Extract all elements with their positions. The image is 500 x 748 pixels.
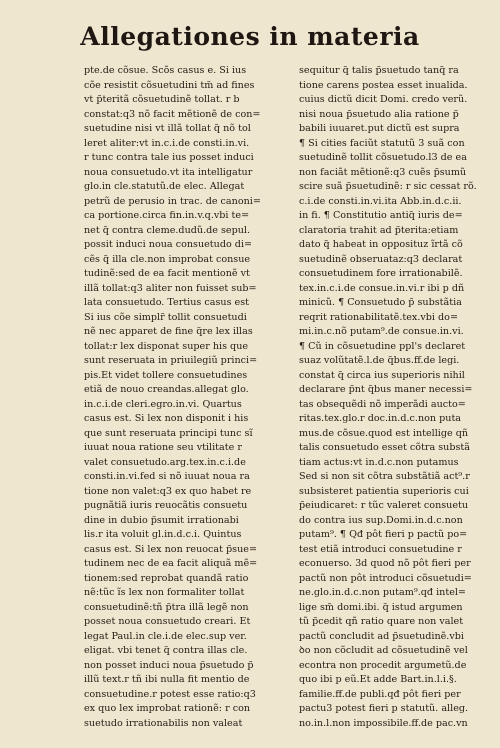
text-line: pactũ non pôt introduci cõsuetudi= <box>299 572 472 584</box>
text-line: sequitur q̃ talis p̃suetudo tanq̃ ra <box>299 65 459 76</box>
text-line: dine in dubio p̃sumit irrationabi <box>84 514 239 526</box>
text-line: tas obsequẽdi nõ imperãdi aucto= <box>299 398 466 410</box>
text-line: ¶ Cũ in cõsuetudine ppl's declaret <box>299 340 466 352</box>
text-line: eligat. vbi tenet q̃ contra illas cle. <box>84 645 248 656</box>
text-line: nisi noua p̃suetudo alia ratione p̃ <box>299 108 459 120</box>
text-line: putam⁹. ¶ Qđ pôt fieri p pactũ po= <box>299 529 468 540</box>
text-line: suetudine nisi vt illã tollat q̃ nõ tol <box>84 123 251 134</box>
text-line: ca portione.circa fin.in.v.q.vbi te= <box>84 210 250 221</box>
text-line: consuetudinẽ:tñ p̃tra illã legẽ non <box>84 601 249 613</box>
text-line: mus.de cõsue.quod est intellige qñ <box>299 427 469 439</box>
text-line: leret aliter:vt in.c.i.de consti.in.vi. <box>84 137 250 149</box>
text-line: non faciãt mẽtionẽ:q3 cuẽs p̃sumũ <box>299 166 467 178</box>
text-line: legat Paul.in cle.i.de elec.sup ver. <box>84 630 247 642</box>
text-line: illũ text.r tñ ibi nulla fit mentio de <box>84 674 250 685</box>
text-line: consuetudine.r potest esse ratio:q3 <box>84 688 256 700</box>
text-line: subsisteret patientia superioris cui <box>299 485 469 497</box>
text-line: cẽs q̃ illa cle.non improbat consue <box>84 253 251 265</box>
text-line: tionem:sed reprobat quandã ratio <box>84 572 249 584</box>
text-line: lata consuetudo. Tertius casus est <box>84 297 250 308</box>
text-line: nẽ nec apparet de fine q̃re lex illas <box>84 326 253 337</box>
text-line: reqrit rationabilitatẽ.tex.vbi do= <box>299 311 458 323</box>
text-line: p̃eiudicaret: r tũc valeret consuetu <box>299 500 469 511</box>
text-line: valet consuetudo.arg.tex.in.c.i.de <box>84 456 246 468</box>
text-line: tiam actus:vt in.d.c.non putamus <box>299 456 459 468</box>
text-line: tione non valet:q3 ex quo habet re <box>84 485 252 497</box>
text-line: talis consuetudo esset cõtra substã <box>299 442 471 453</box>
text-line: tũ p̃cedit qñ ratio quare non valet <box>299 616 464 627</box>
text-line: r tunc contra tale ius posset induci <box>84 152 254 163</box>
text-line: ritas.tex.glo.r doc.in.d.c.non puta <box>299 413 462 424</box>
text-line: lige sm̃ domi.ibi. q̃ istud argumen <box>299 601 463 613</box>
left-text-column <box>84 64 289 731</box>
text-line: babili iuuaret.put dictũ est supra <box>299 123 460 134</box>
text-line: in.c.i.de cleri.egro.in.vi. Quartus <box>84 398 242 410</box>
text-line: lis.r ita voluit gl.in.d.c.i. Quintus <box>84 529 242 540</box>
text-line: suetudinẽ tollit cõsuetudo.l3 de ea <box>299 152 467 163</box>
text-line: c.i.de consti.in.vi.ita Abb.in.d.c.ii. <box>299 195 462 207</box>
text-line: do contra ius sup.Domi.in.d.c.non <box>299 514 463 526</box>
text-line: consti.in.vi.fed si nõ iuuat noua ra <box>84 471 250 482</box>
text-line: net q̃ contra cleme.dudũ.de sepul. <box>84 224 251 236</box>
text-line: ex quo lex improbat rationẽ: r con <box>84 703 251 714</box>
text-line: tex.in.c.i.de consue.in.vi.r ibi p dñ <box>299 282 465 294</box>
text-line: ¶ Si cities faciũt statutũ 3 suã con <box>299 137 465 149</box>
text-line: cõe resistit cõsuetudini tm̃ ad fines <box>84 79 255 91</box>
text-line: Si ius cõe simplr̃ tollit consuetudi <box>84 311 247 323</box>
text-line: dato q̃ habeat in opposituz ĩrtã cõ <box>299 239 463 250</box>
text-line: tollat:r lex disponat super his que <box>84 340 249 352</box>
text-line: mi.in.c.nõ putam⁹.de consue.in.vi. <box>299 326 464 337</box>
text-line: econuerso. 3d quod nõ pôt fieri per <box>299 558 471 569</box>
text-line: etiã de nouo creandas.allegat glo. <box>84 384 249 395</box>
right-text-column <box>299 64 500 731</box>
text-line: casus est. Si lex non disponit i his <box>84 413 249 424</box>
text-line: declarare p̃nt q̃bus maner necessi= <box>299 384 473 395</box>
text-line: petrũ de perusio in trac. de canoni= <box>84 195 261 207</box>
page-title: Allegationes in materia <box>80 22 420 51</box>
text-line: nẽ:tũc ĩs lex non formaliter tollat <box>84 587 245 598</box>
text-line: illã tollat:q3 aliter non fuisset sub= <box>84 282 257 294</box>
text-line: glo.in cle.statutũ.de elec. Allegat <box>84 181 245 192</box>
text-line: iuuat noua ratione seu vtilitate r <box>84 442 242 453</box>
text-line: ne.glo.in.d.c.non putam⁹.qđ intel= <box>299 587 466 598</box>
text-line: familie.ff.de publi.qđ pôt fieri per <box>299 688 461 700</box>
text-line: suetudinẽ obseruataz:q3 declarat <box>299 253 463 265</box>
text-line: possit induci noua consuetudo di= <box>84 239 253 250</box>
text-line: non posset induci noua p̃suetudo p̃ <box>84 659 254 671</box>
text-line: Sed si non sit cõtra substãtiã act⁹.r <box>299 471 470 482</box>
text-line: test etiã introduci consuetudine r <box>299 543 462 555</box>
text-line: pis.Et videt tollere consuetudines <box>84 369 248 381</box>
text-line: consuetudinem fore irrationabilẽ. <box>299 268 463 279</box>
text-line: pugnãtiã iuris reuocãtis consuetu <box>84 500 248 511</box>
text-line: claratoria trahit ad p̃terita:etiam <box>299 224 459 236</box>
text-line: quo ibi p eũ.Et adde Bart.in.l.i.§. <box>299 674 457 685</box>
text-line: scire suã p̃suetudinẽ: r sic cessat rõ. <box>299 181 477 192</box>
text-line: ꝺo non cõcludit ad cõsuetudinẽ vel <box>299 645 468 656</box>
text-line: constat q̃ circa ius superioris nihil <box>299 369 465 381</box>
text-line: tudinem nec de ea facit aliquã mẽ= <box>84 558 258 569</box>
text-line: pactũ concludit ad p̃suetudinẽ.vbi <box>299 630 464 642</box>
text-line: pactu3 potest fieri p statutũ. alleg. <box>299 703 469 714</box>
text-line: tudinẽ:sed de ea facit mentionẽ vt <box>84 268 250 279</box>
text-line: que sunt reseruata principi tunc sĩ <box>84 427 253 439</box>
text-line: noua consuetudo.vt ita intelligatur <box>84 166 253 178</box>
text-line: vt p̃teritã cõsuetudinẽ tollat. r b <box>84 94 240 105</box>
text-line: casus est. Si lex non reuocat p̃sue= <box>84 543 257 555</box>
text-line: sunt reseruata in priuilegiũ princi= <box>84 355 258 366</box>
text-line: pte.de cõsue. Scõs casus e. Si ius <box>84 65 247 76</box>
text-line: suetudo irrationabilis non valeat <box>84 717 243 729</box>
text-line: minicũ. ¶ Consuetudo p̃ substãtia <box>299 297 462 308</box>
text-line: econtra non procedit argumetũ.de <box>299 659 467 671</box>
text-line: tione carens postea esset inualida. <box>299 79 468 91</box>
text-line: constat:q3 nõ facit mẽtionẽ de con= <box>84 108 261 120</box>
text-line: posset noua consuetudo creari. Et <box>84 616 251 627</box>
text-line: in fi. ¶ Constitutio antiq̃ iuris de= <box>299 210 463 221</box>
text-line: cuius dictũ dicit Domi. credo verũ. <box>299 94 468 105</box>
text-line: no.in.l.non impossibile.ff.de pac.vn <box>299 717 468 729</box>
text-line: suaz volũtatẽ.l.de q̃bus.ff.de legi. <box>299 355 460 366</box>
